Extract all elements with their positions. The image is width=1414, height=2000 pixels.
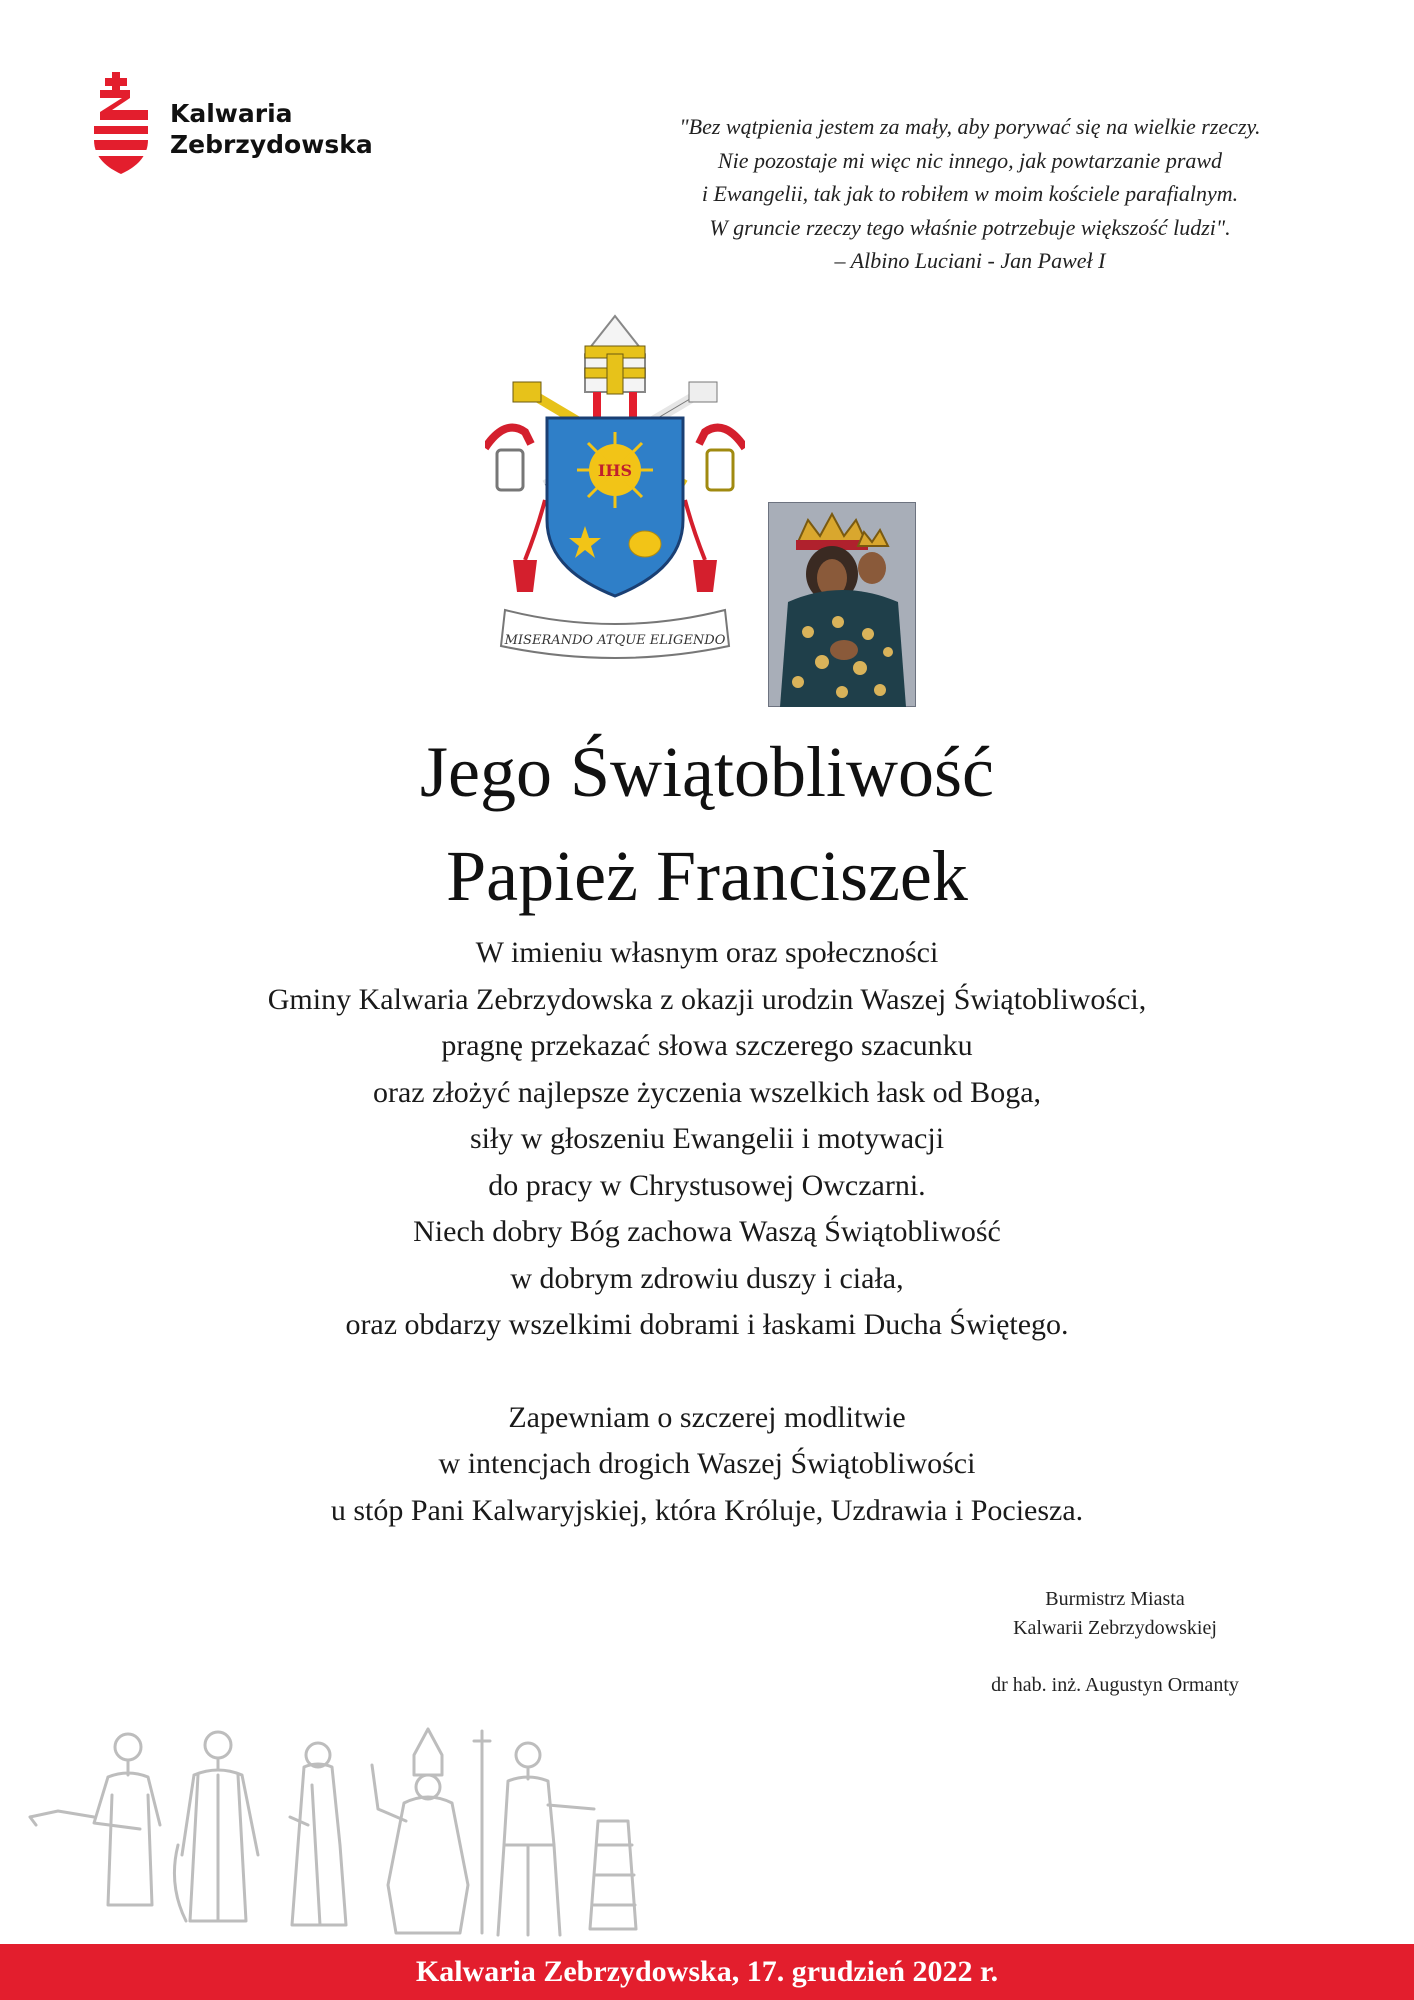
- body-line: do pracy w Chrystusowej Owczarni.: [488, 1168, 926, 1202]
- logo-line-1: Kalwaria: [170, 99, 293, 128]
- title-line-1: Jego Świątobliwość: [420, 732, 994, 812]
- body-line: Niech dobry Bóg zachowa Waszą Świątobliwość: [413, 1215, 1001, 1248]
- quote-line: Nie pozostaje mi więc nic innego, jak powtarzanie prawd: [717, 147, 1223, 173]
- quote-line: W gruncie rzeczy tego właśnie potrzebuje większość ludzi".: [709, 214, 1231, 240]
- madonna-icon: [768, 502, 916, 707]
- body-line: w dobrym zdrowiu duszy i ciała,: [510, 1261, 904, 1295]
- motto-scroll: [501, 610, 729, 658]
- body-line: W imieniu własnym oraz społeczności: [475, 936, 939, 969]
- body-line: siły w głoszeniu Ewangelii i motywacji: [469, 1122, 945, 1155]
- signature-name: dr hab. inż. Augustyn Ormanty: [991, 1674, 1239, 1696]
- municipality-logo: [90, 70, 390, 180]
- coat-of-arms-icon: [485, 310, 745, 665]
- signature-block: [930, 1585, 1300, 1700]
- title-line-2: Papież Franciszek: [446, 836, 968, 916]
- body-line: u stóp Pani Kalwaryjskiej, która Króluje, Uzdrawia i Pociesza.: [330, 1493, 1084, 1527]
- body-line: Gminy Kalwaria Zebrzydowska z okazji urodzin Waszej Świątobliwości,: [267, 982, 1147, 1016]
- signature-gap: [930, 1643, 1300, 1671]
- quote-attribution: – Albino Luciani - Jan Paweł I: [834, 248, 1106, 273]
- papal-coat-of-arms: [485, 310, 745, 670]
- figures-illustration-icon: [28, 1725, 668, 1940]
- letter-body: [0, 930, 1414, 1534]
- page-title: [0, 720, 1414, 928]
- body-line: pragnę przekazać słowa szczerego szacunku: [441, 1029, 973, 1062]
- quote-line: i Ewangelii, tak jak to robiłem w moim kościele parafialnym.: [701, 181, 1239, 206]
- paragraph-gap: [0, 1349, 1414, 1395]
- signature-role-line-1: Burmistrz Miasta: [1045, 1588, 1185, 1610]
- body-line: oraz obdarzy wszelkimi dobrami i łaskami Ducha Świętego.: [345, 1308, 1069, 1341]
- body-line: oraz złożyć najlepsze życzenia wszelkich łask od Boga,: [372, 1075, 1042, 1109]
- decorative-figures: [28, 1725, 668, 1945]
- signature-role-line-2: Kalwarii Zebrzydowskiej: [1013, 1617, 1217, 1639]
- logo-line-2: Zebrzydowska: [170, 130, 373, 159]
- kalwaria-emblem-icon: [90, 70, 152, 178]
- quote-block: [580, 110, 1360, 278]
- logo-text: [170, 98, 373, 160]
- shield-icon: [547, 418, 683, 596]
- mitre-icon: [585, 316, 645, 418]
- footer-text: Kalwaria Zebrzydowska, 17. grudzień 2022 r.: [415, 1955, 999, 1988]
- motto-text: MISERANDO ATQUE ELIGENDO: [504, 633, 726, 648]
- footer-bar: [0, 1944, 1414, 2000]
- body-line: w intencjach drogich Waszej Świątobliwości: [438, 1447, 976, 1480]
- madonna-icon-image: [768, 502, 916, 707]
- quote-line: "Bez wątpienia jestem za mały, aby porywać się na wielkie rzeczy.: [679, 114, 1261, 139]
- body-line: Zapewniam o szczerej modlitwie: [508, 1400, 906, 1434]
- ihs-monogram: IHS: [597, 461, 633, 480]
